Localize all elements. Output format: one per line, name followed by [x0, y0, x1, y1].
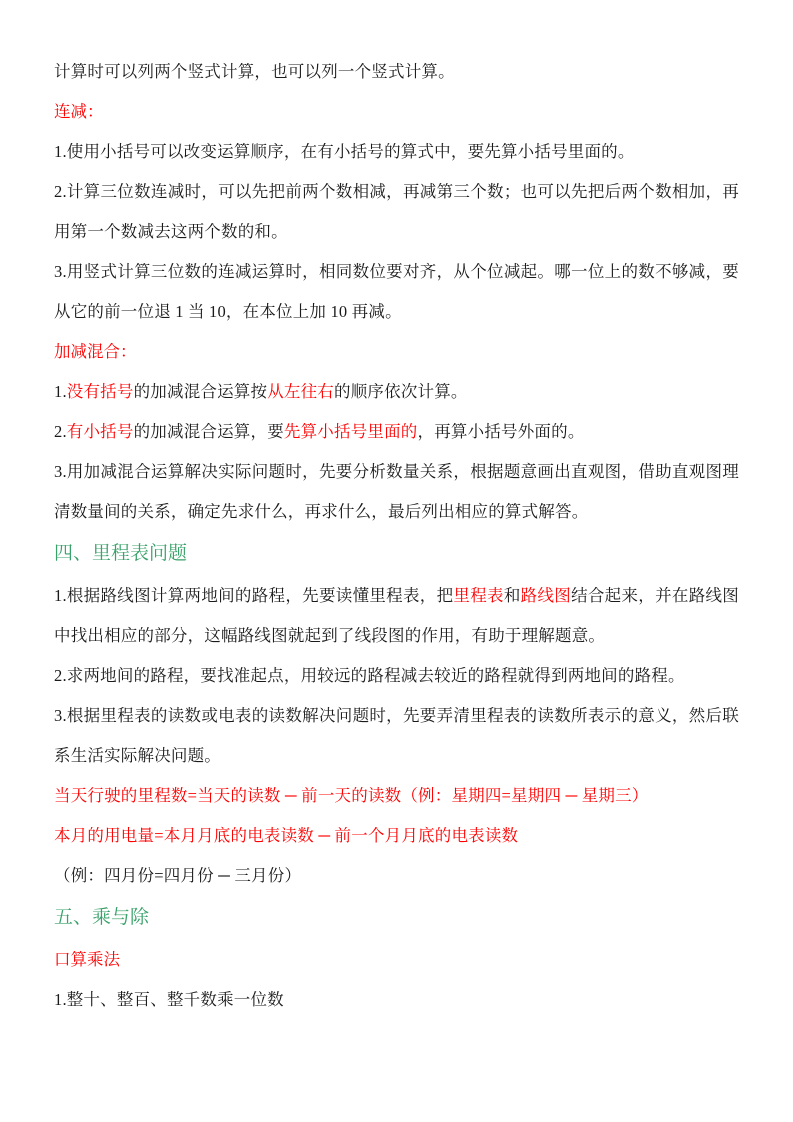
formula-example-month	[54, 856, 739, 896]
sec5-item-1	[54, 980, 739, 1020]
mo-item-1-run-1: 没有括号	[66, 382, 134, 401]
sec4-item-1-run-1: 里程表	[453, 586, 504, 605]
sec5-item-1-run-0: 1.整十、整百、整千数乘一位数	[54, 990, 284, 1009]
heading-mixed-operations-run-0: 加减混合：	[54, 342, 137, 361]
section-four-heading	[54, 532, 739, 576]
mo-item-2-run-2: 的加减混合运算，要	[133, 422, 284, 441]
mo-item-2-run-0: 2.	[54, 422, 67, 441]
sec4-item-3	[54, 696, 739, 776]
mo-item-2-run-3: 先算小括号里面的	[283, 422, 418, 441]
sec4-item-1-run-0: 1.根据路线图计算两地间的路程，先要读懂里程表，把	[54, 586, 454, 605]
formula-monthly-electricity-run-0: 本月的用电量=本月月底的电表读数 ─ 前一个月月底的电表读数	[54, 826, 519, 845]
sec4-item-2-run-0: 2.求两地间的路程，要找准起点，用较远的路程减去较近的路程就得到两地间的路程。	[54, 666, 685, 685]
sec4-item-1-run-3: 路线图	[520, 586, 572, 605]
mo-item-1	[54, 372, 739, 412]
cs-item-3-run-0: 3.用竖式计算三位数的连减运算时，相同数位要对齐，从个位减起。哪一位上的数不够减，要从它的前一位退 1 当 10，在本位上加 10 再减。	[54, 262, 739, 321]
sec4-item-2	[54, 656, 739, 696]
cs-item-1-run-0: 1.使用小括号可以改变运算顺序，在有小括号的算式中，要先算小括号里面的。	[54, 142, 635, 161]
mo-item-2	[54, 412, 739, 452]
heading-continuous-subtraction	[54, 92, 739, 132]
mental-multiplication-heading	[54, 940, 739, 980]
section-four-heading-run-0: 四、里程表问题	[54, 543, 188, 564]
heading-continuous-subtraction-run-0: 连减：	[54, 102, 104, 121]
line-vertical-calc	[54, 52, 739, 92]
heading-mixed-operations	[54, 332, 739, 372]
mo-item-2-run-1: 有小括号	[66, 422, 134, 441]
formula-example-month-run-0: （例：四月份=四月份 ─ 三月份）	[54, 866, 302, 885]
mo-item-2-run-4: ，再算小括号外面的。	[417, 422, 585, 441]
cs-item-2	[54, 172, 739, 252]
section-five-heading	[54, 896, 739, 940]
mo-item-3-run-0: 3.用加减混合运算解决实际问题时，先要分析数量关系，根据题意画出直观图，借助直观图理清数量间的关系，确定先求什么，再求什么，最后列出相应的算式解答。	[54, 462, 739, 521]
section-five-heading-run-0: 五、乘与除	[54, 907, 150, 928]
sec4-item-1-run-4: 结合起来，并在路线图中找出相应的部分，这幅路线图就起到了线段图的作用，有助于理解题意。	[54, 586, 740, 645]
formula-monthly-electricity	[54, 816, 739, 856]
mo-item-1-run-0: 1.	[54, 382, 67, 401]
sec4-item-1	[54, 576, 739, 656]
mo-item-3	[54, 452, 739, 532]
formula-daily-mileage-run-0: 当天行驶的里程数=当天的读数 ─ 前一天的读数（例：星期四=星期四 ─ 星期三）	[54, 786, 649, 805]
mo-item-1-run-2: 的加减混合运算按	[133, 382, 268, 401]
cs-item-3	[54, 252, 739, 332]
formula-daily-mileage	[54, 776, 739, 816]
mo-item-1-run-3: 从左往右	[267, 382, 335, 401]
sec4-item-1-run-2: 和	[503, 586, 521, 605]
cs-item-2-run-0: 2.计算三位数连减时，可以先把前两个数相减，再减第三个数；也可以先把后两个数相加，再用第一个数减去这两个数的和。	[54, 182, 739, 241]
mental-multiplication-heading-run-0: 口算乘法	[54, 950, 120, 969]
line-vertical-calc-run-0: 计算时可以列两个竖式计算，也可以列一个竖式计算。	[54, 62, 455, 81]
cs-item-1	[54, 132, 739, 172]
document-body	[54, 52, 739, 1020]
sec4-item-3-run-0: 3.根据里程表的读数或电表的读数解决问题时，先要弄清里程表的读数所表示的意义，然后联系生活实际解决问题。	[54, 706, 739, 765]
mo-item-1-run-4: 的顺序依次计算。	[334, 382, 468, 401]
